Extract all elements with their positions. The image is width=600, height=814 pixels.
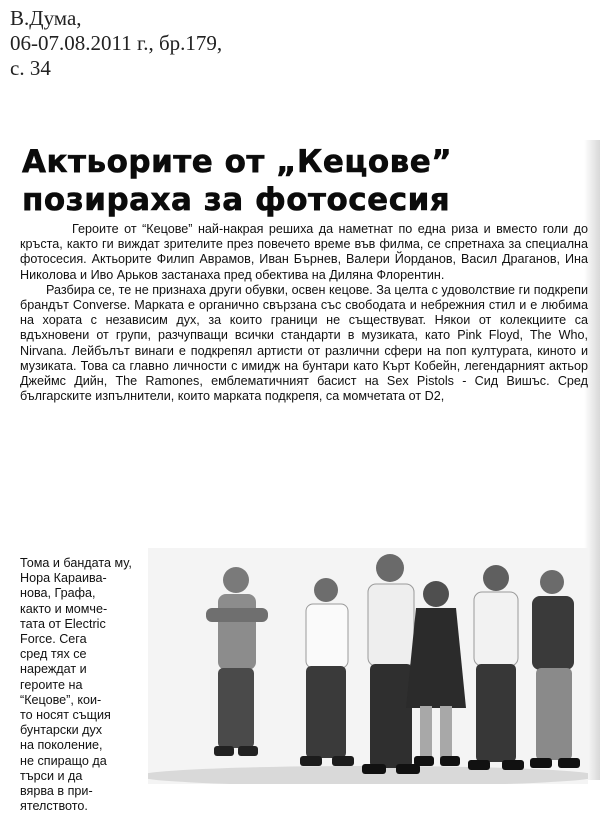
wrap-line: нова, Графа,: [20, 586, 96, 601]
wrap-line: Тома и бандата му,: [20, 556, 132, 570]
headline-line-1: Актьорите от „Кецове”: [22, 144, 453, 180]
paragraph-2: Разбира се, те не признаха други обувки, освен кецове. За целта с удоволствие ги подкрепи брандът Converse. Марката е органично свързана със свободата и небрежния стил и е любима на хората с независим дух, за които граници не съществуват. Някои от колекциите са вдъхновени от групи, разчупващи всички стандарти в музиката, като Pink Floyd, The Who, Nirvana. Лейбълът винаги е подкрепял артисти от различни сфери на поп културата, киното и музиката. Това са главно личности с имидж на бунтари като Кърт Кобейн, легендарният актьор Джеймс Дийн, The Ramones, емблематичният басист на Sex Pistols - Сид Вишъс. Сред българските изпълнители, които марката подкрепя, са момчетата от D2,: [20, 282, 588, 404]
wrap-line: нареждат и: [20, 662, 87, 677]
wrap-line: ятелството.: [20, 799, 88, 814]
wrap-line: Нора Караива-: [20, 571, 107, 586]
wrap-line: героите на: [20, 677, 83, 692]
wrap-line: както и момче-: [20, 601, 108, 616]
article-body-wrap-column: [20, 556, 144, 814]
group-photo-illustration: [148, 548, 588, 784]
wrap-line: Force. Сега: [20, 632, 87, 647]
issue-date: 06-07.08.2011 г., бр.179,: [10, 31, 223, 55]
wrap-line: тата от Electric: [20, 616, 106, 631]
article-body: [20, 222, 588, 404]
wrap-line: бунтарски дух: [20, 723, 103, 738]
source-citation: [10, 6, 222, 81]
wrap-line: то носят същия: [20, 708, 111, 723]
page-number: с. 34: [10, 56, 51, 80]
wrap-line: не спиращо да: [20, 753, 107, 768]
wrap-line: сред тях се: [20, 647, 87, 662]
person-figure: [300, 578, 354, 766]
wrap-line: търси и да: [20, 768, 83, 783]
headline-line-2: позираха за фотосесия: [22, 182, 451, 218]
paragraph-1: Героите от “Кецове” най-накрая решиха да наметнат по една риза и вместо голи до кръста, както ги виждат зрителите през повечето време във филма, се спретнаха за специална фотосесия. Актьорите Филип Аврамов, Иван Бърнев, Валери Йорданов, Васил Драганов, Ина Николова и Иво Арьков застанаха пред обектива на Диляна Флорентин.: [20, 222, 588, 282]
article-headline: [22, 143, 582, 219]
wrap-line: на поколение,: [20, 738, 103, 753]
publication-name: В.Дума,: [10, 6, 82, 30]
wrap-line: вярва в при-: [20, 784, 93, 799]
wrap-line: “Кецове”, кои-: [20, 692, 102, 707]
group-photo: [148, 548, 588, 784]
person-figure: [468, 565, 524, 770]
